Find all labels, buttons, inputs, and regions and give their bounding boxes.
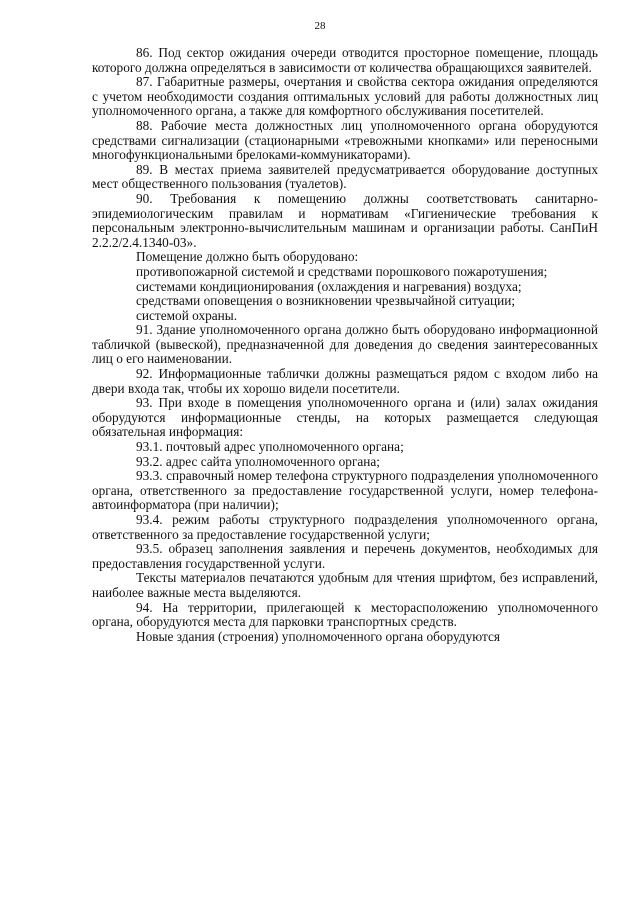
equipment-item-fire: противопожарной системой и средствами порошкового пожаротушения; [136, 263, 548, 279]
paragraph-93-3: 93.3. справочный номер телефона структурного подразделения уполномоченного органа, ответственного за предоставление государственной услуги, номер телефона-автоинформатора (при наличии); [92, 468, 598, 513]
paragraph-91: 91. Здание уполномоченного органа должно быть оборудовано информационной табличкой (вывеской), предназначенной для доведения до сведения заинтересованных лиц о его наименовании. [92, 322, 598, 367]
equipment-item-air: системами кондиционирования (охлаждения и нагревания) воздуха; [136, 278, 522, 294]
equipment-intro: Помещение должно быть оборудовано: [136, 249, 359, 265]
paragraph-92: 92. Информационные таблички должны размещаться рядом с входом либо на двери входа так, чтобы их хорошо видели посетители. [92, 366, 598, 396]
paragraph-94: 94. На территории, прилегающей к месторасположению уполномоченного органа, оборудуются места для парковки транспортных средств. [92, 599, 598, 630]
paragraph-93-1: 93.1. почтовый адрес уполномоченного органа; [136, 439, 404, 455]
equipment-item-alert: средствами оповещения о возникновении чрезвычайной ситуации; [136, 293, 516, 309]
paragraph-new-buildings: Новые здания (строения) уполномоченного органа оборудуются [136, 628, 500, 644]
document-body [92, 46, 598, 644]
paragraph-88: 88. Рабочие места должностных лиц уполномоченного органа оборудуются средствами сигнализации (стационарными «тревожными кнопками» или переносными многофункциональными брелоками-коммуникаторами). [92, 117, 598, 163]
page-number: 28 [314, 20, 326, 32]
paragraph-texts: Тексты материалов печатаются удобным для чтения шрифтом, без исправлений, наиболее важные места выделяются. [92, 570, 598, 600]
paragraph-90: 90. Требования к помещению должны соответствовать санитарно-эпидемиологическим правилам и нормативам «Гигиенические требования к персональным электронно-вычислительным машинам и организации работы. СанПиН 2.2.2/2.4.1340-03». [92, 190, 598, 250]
paragraph-93-2: 93.2. адрес сайта уполномоченного органа; [136, 453, 381, 469]
paragraph-93-5: 93.5. образец заполнения заявления и перечень документов, необходимых для предоставления государственной услуги. [92, 541, 598, 571]
paragraph-89: 89. В местах приема заявителей предусматривается оборудование доступных мест общественного пользования (туалетов). [92, 161, 598, 192]
equipment-item-security: системой охраны. [136, 307, 238, 323]
paragraph-86: 86. Под сектор ожидания очереди отводится просторное помещение, площадь которого должна определяться в зависимости от количества обращающихся заявителей. [92, 45, 598, 75]
paragraph-87: 87. Габаритные размеры, очертания и свойства сектора ожидания определяются с учетом необходимости создания оптимальных условий для работы должностных лиц уполномоченного органа, а также для комфортного обслуживания посетителей. [92, 74, 598, 119]
paragraph-93-4: 93.4. режим работы структурного подразделения уполномоченного органа, ответственного за предоставление государственной услуги; [92, 512, 598, 542]
paragraph-93: 93. При входе в помещения уполномоченного органа и (или) залах ожидания оборудуются информационные стенды, на которых размещается следующая обязательная информация: [92, 395, 598, 440]
